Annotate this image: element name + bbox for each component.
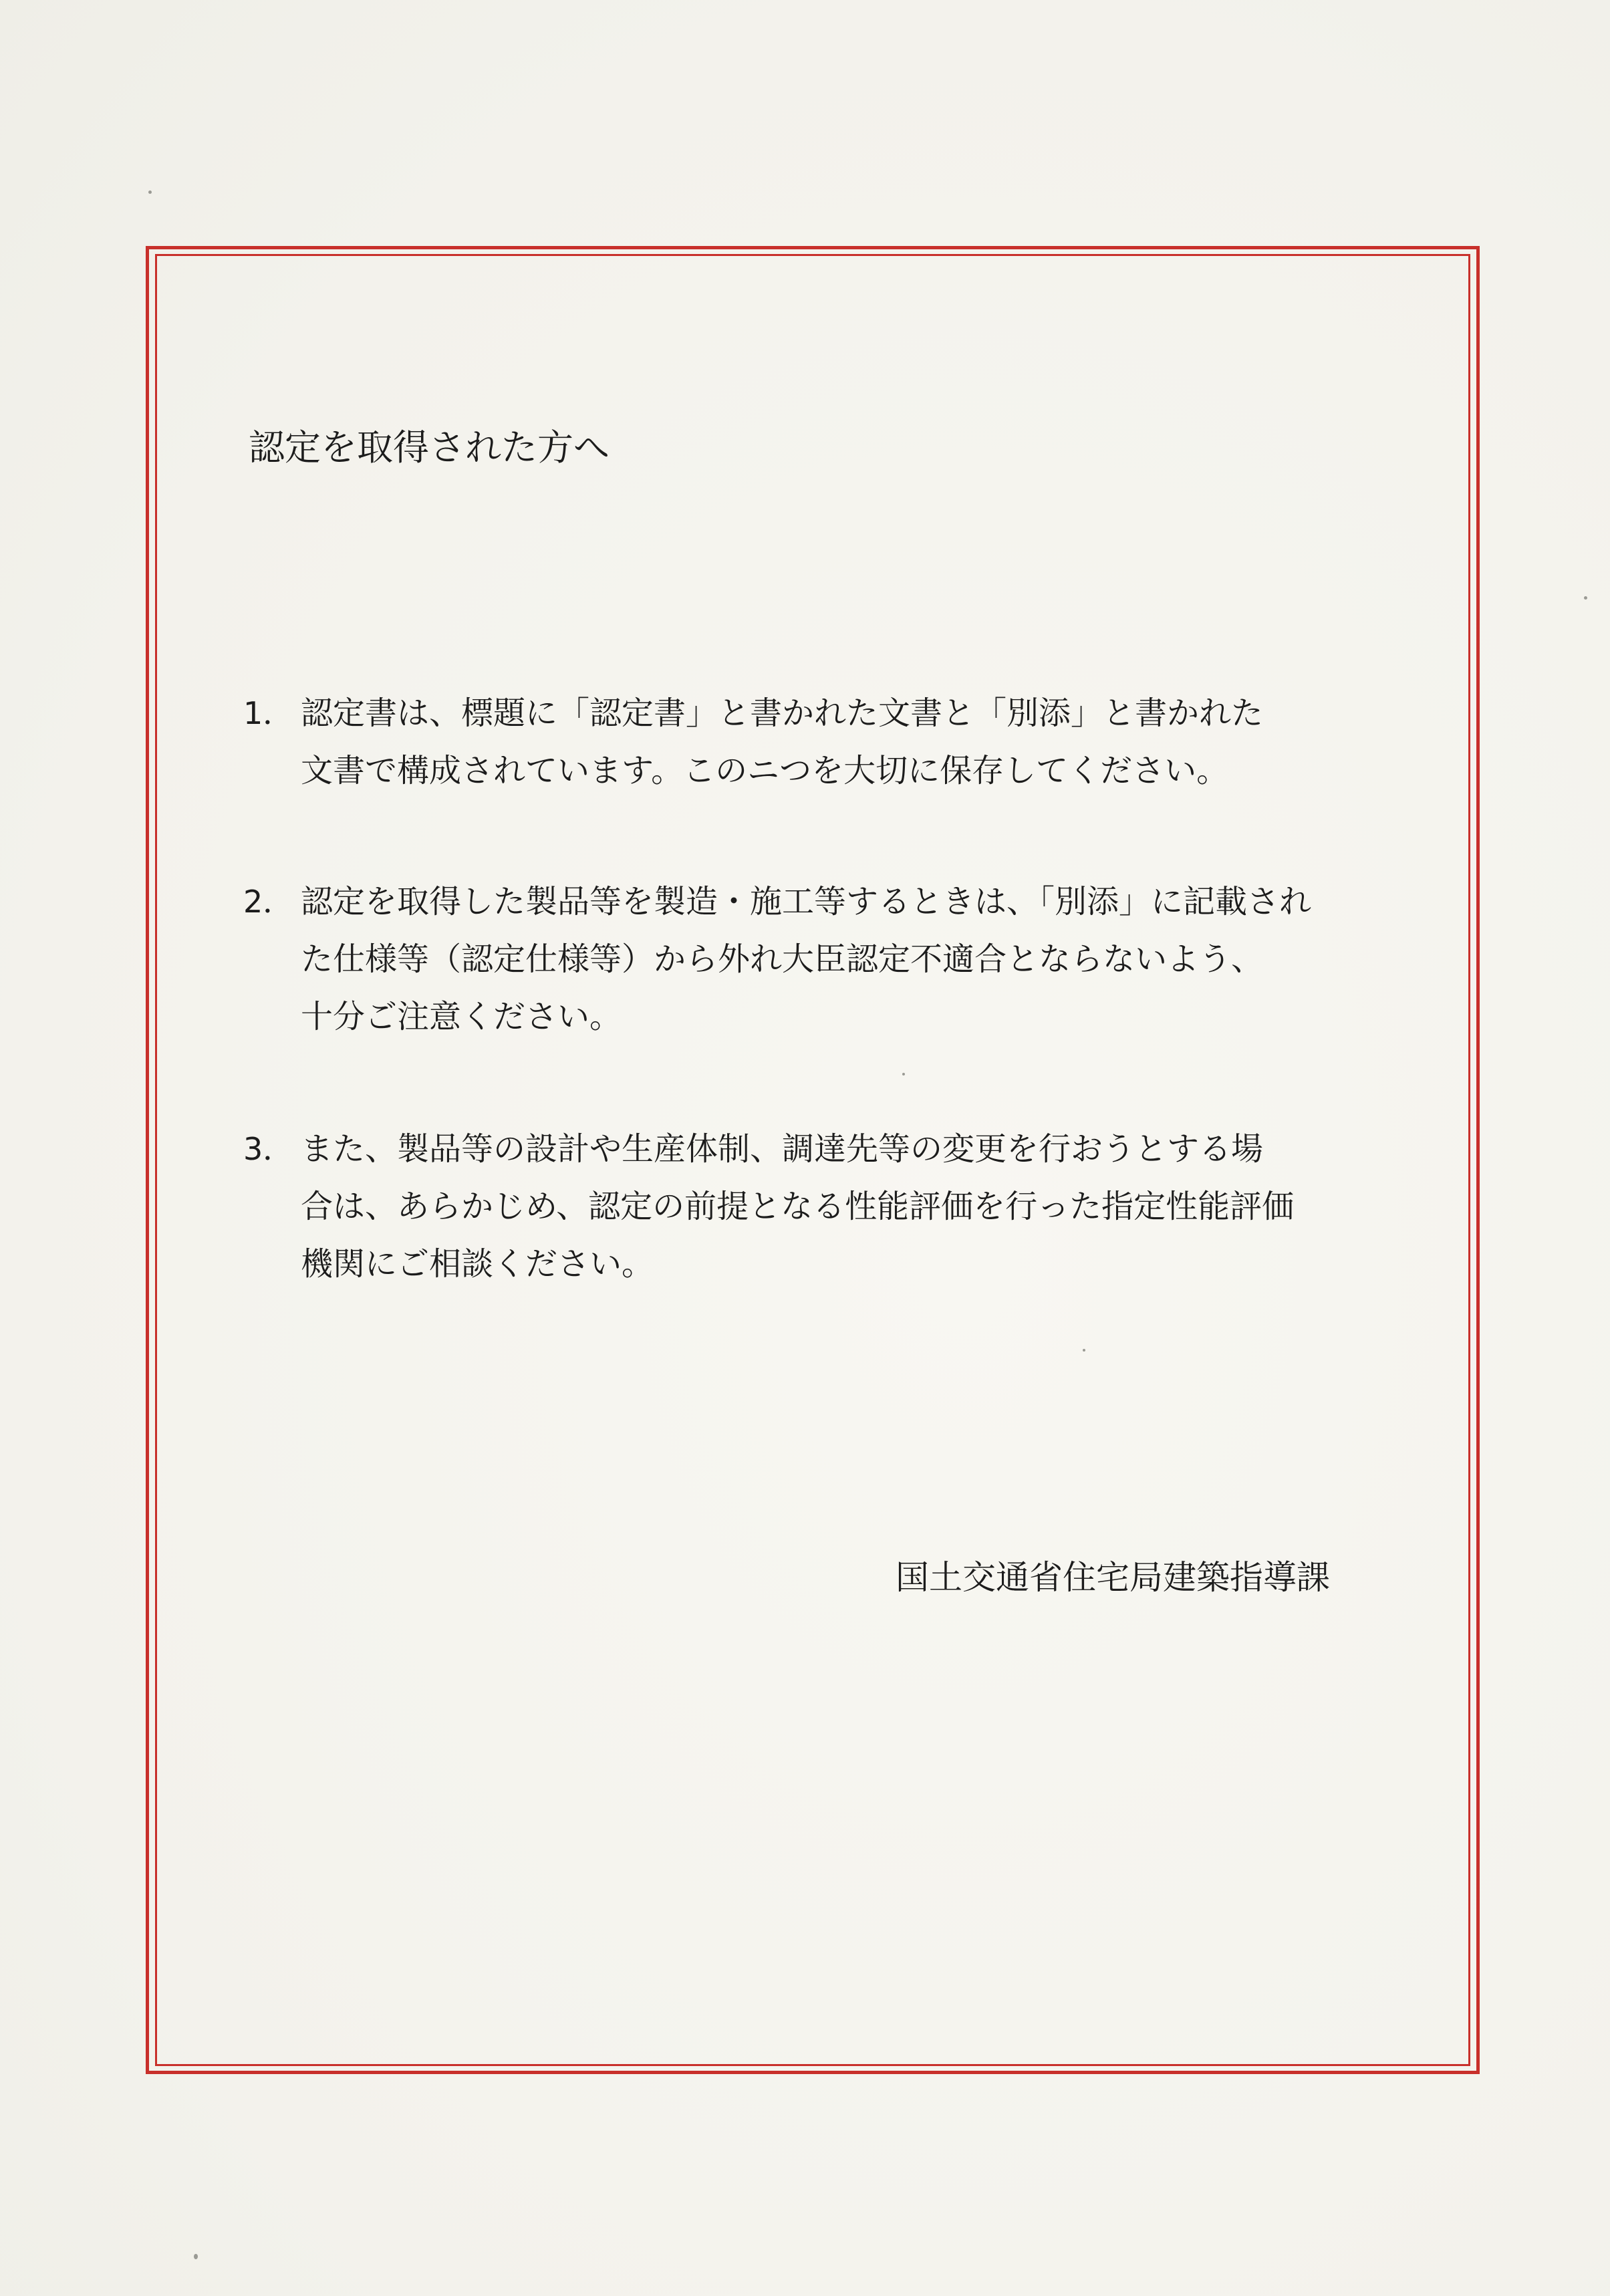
item-line: また、製品等の設計や生産体制、調達先等の変更を行おうとする場 <box>301 1130 1264 1168</box>
item-number: 3． <box>243 1131 294 1167</box>
item-text <box>301 873 1383 1045</box>
paper-speck <box>148 190 152 194</box>
item-line: 認定書は、標題に「認定書」と書かれた文書と「別添」と書かれた <box>301 694 1264 732</box>
item-line: 文書で構成されています。このニつを大切に保存してください。 <box>301 752 1229 789</box>
item-text <box>301 684 1383 799</box>
item-text <box>301 1120 1383 1293</box>
item-line: 十分ご注意ください。 <box>301 998 622 1035</box>
item-number: 2． <box>243 884 294 920</box>
paper-speck <box>1584 596 1587 600</box>
item-line: 認定を取得した製品等を製造・施工等するときは、「別添」に記載され <box>301 883 1312 920</box>
item-number: 1． <box>243 695 294 731</box>
item-line: た仕様等（認定仕様等）から外れ大臣認定不適合とならないよう、 <box>301 940 1264 978</box>
item-line: 機関にご相談ください。 <box>301 1245 654 1283</box>
document-title: 認定を取得された方へ <box>249 426 610 469</box>
paper-speck <box>194 2254 198 2259</box>
issuer-name: 国土交通省住宅局建築指導課 <box>896 1558 1330 1597</box>
item-line: 合は、あらかじめ、認定の前提となる性能評価を行った指定性能評価 <box>301 1188 1295 1225</box>
